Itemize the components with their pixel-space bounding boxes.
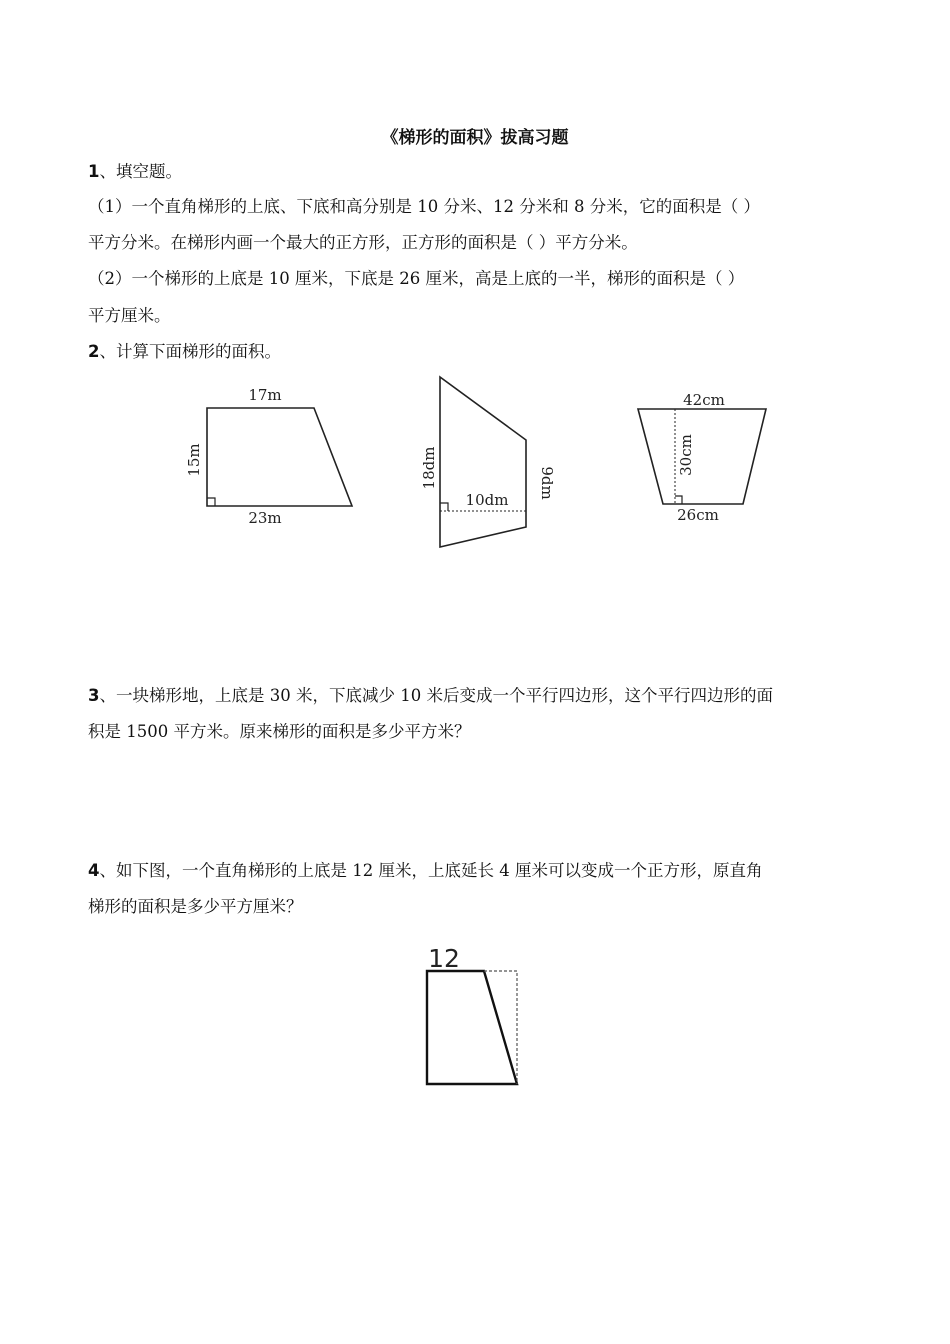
q2-heading-text: 、计算下面梯形的面积。	[99, 342, 281, 361]
page-title: 《梯形的面积》拔高习题	[381, 128, 569, 148]
fig2-left-label: 18dm	[420, 446, 438, 490]
trapezoid-figure-1	[180, 380, 370, 530]
fig1-top-label: 17m	[248, 386, 282, 404]
right-angle-mark-2	[440, 503, 448, 511]
q4-number: 4	[88, 861, 100, 880]
q1-heading	[88, 160, 182, 184]
fig3-bottom-label: 26cm	[677, 506, 719, 524]
trapezoid-figure-4	[420, 940, 530, 1090]
q1-part2-line1: （2）一个梯形的上底是 10 厘米，下底是 26 厘米，高是上底的一半，梯形的面积是（ ）	[88, 269, 745, 288]
trapezoid-figure-2	[410, 370, 560, 555]
fig3-top-label: 42cm	[683, 391, 725, 409]
trapezoid-figure-3	[630, 385, 780, 530]
trapezoid-3-outline	[638, 409, 766, 504]
q4-line2: 梯形的面积是多少平方厘米？	[88, 897, 303, 916]
right-angle-mark-1	[207, 498, 215, 506]
q1-part1-line1: （1）一个直角梯形的上底、下底和高分别是 10 分米、12 分米和 8 分米，它的面积是（ ）	[88, 197, 760, 216]
trapezoid-1-outline	[207, 408, 352, 506]
right-angle-mark-3	[675, 496, 682, 504]
q2-heading	[88, 340, 281, 364]
q1-part1-line2: 平方分米。在梯形内画一个最大的正方形，正方形的面积是（ ）平方分米。	[88, 233, 638, 252]
fig1-height-label: 15m	[185, 443, 203, 477]
q3-line1-text: 、一块梯形地，上底是 30 米，下底减少 10 米后变成一个平行四边形，这个平行四边形的面	[99, 686, 773, 705]
trapezoid-4-outline	[427, 971, 517, 1084]
q3-number: 3	[88, 686, 100, 705]
trapezoid-2-outline	[440, 377, 526, 547]
q4-line1	[88, 859, 762, 883]
fig1-bottom-label: 23m	[248, 509, 282, 527]
fig3-height-label: 30cm	[677, 434, 695, 476]
q1-number: 1	[88, 162, 100, 181]
q1-part2-line2: 平方厘米。	[88, 306, 171, 325]
fig4-top-label: 12	[428, 944, 460, 973]
q3-line1	[88, 684, 773, 708]
q2-number: 2	[88, 342, 100, 361]
q1-heading-text: 、填空题。	[99, 162, 182, 181]
fig2-right-label: 9dm	[538, 466, 556, 500]
q3-line2: 积是 1500 平方米。原来梯形的面积是多少平方米？	[88, 722, 471, 741]
fig2-height-label: 10dm	[465, 491, 509, 509]
q4-line1-text: 、如下图，一个直角梯形的上底是 12 厘米，上底延长 4 厘米可以变成一个正方形，原直角	[99, 861, 763, 880]
